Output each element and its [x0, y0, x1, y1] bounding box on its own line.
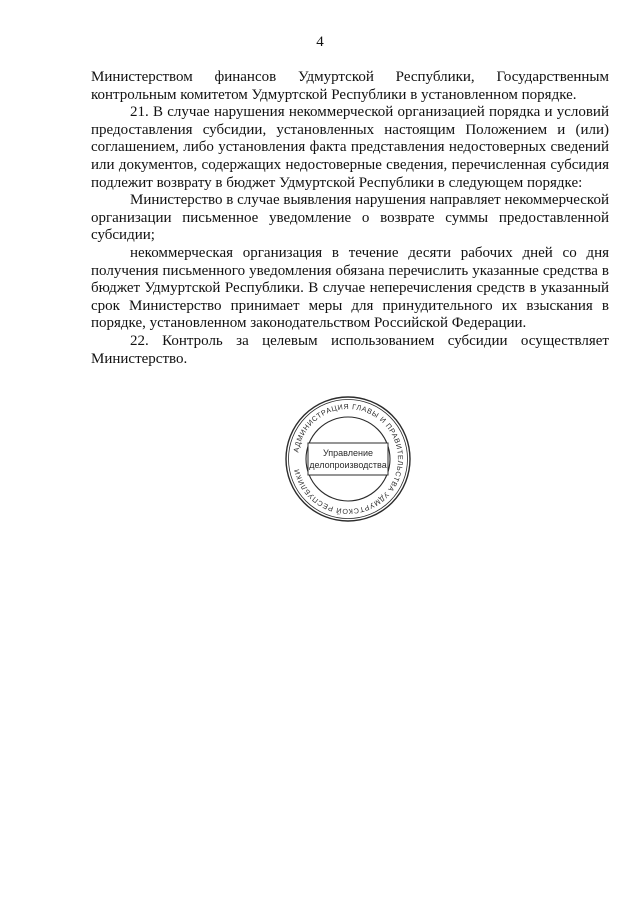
- stamp-label-line1: Управление: [322, 448, 374, 458]
- document-body: [91, 69, 609, 368]
- paragraph-21-notice: Министерство в случае выявления нарушения направляет некоммерческой организации письменное уведомление о возврате суммы предоставленной субсидии;: [91, 192, 609, 244]
- paragraph-continuation: Министерством финансов Удмуртской Республики, Государственным контрольным комитетом Удмуртской Республики в установленном порядке.: [91, 69, 609, 103]
- paragraph-22: 22. Контроль за целевым использованием субсидии осуществляет Министерство.: [91, 332, 609, 367]
- official-stamp: [284, 395, 412, 523]
- stamp-ring-text: АДМИНИСТРАЦИЯ ГЛАВЫ И ПРАВИТЕЛЬСТВА УДМУРТСКОЙ РЕСПУБЛИКИ: [291, 401, 406, 517]
- stamp-graphic: [284, 395, 412, 523]
- paragraph-21-refund: некоммерческая организация в течение десяти рабочих дней со дня получения письменного уведомления обязана перечислить указанные средства в бюджет Удмуртской Республики. В случае неперечисления средств в указанный срок Министерство принимает меры для принудительного их взыскания в порядке, установленном законодательством Российской Федерации.: [91, 244, 609, 332]
- stamp-label-line2: делопроизводства: [309, 460, 387, 470]
- page-number: 4: [316, 34, 324, 50]
- paragraph-21: 21. В случае нарушения некоммерческой организацией порядка и условий предоставления субсидии, установленных настоящим Положением и (или) соглашением, либо установления факта представления недостоверных сведений или документов, содержащих недостоверные сведения, перечисленная субсидия подлежит возврату в бюджет Удмуртской Республики в следующем порядке:: [91, 104, 609, 191]
